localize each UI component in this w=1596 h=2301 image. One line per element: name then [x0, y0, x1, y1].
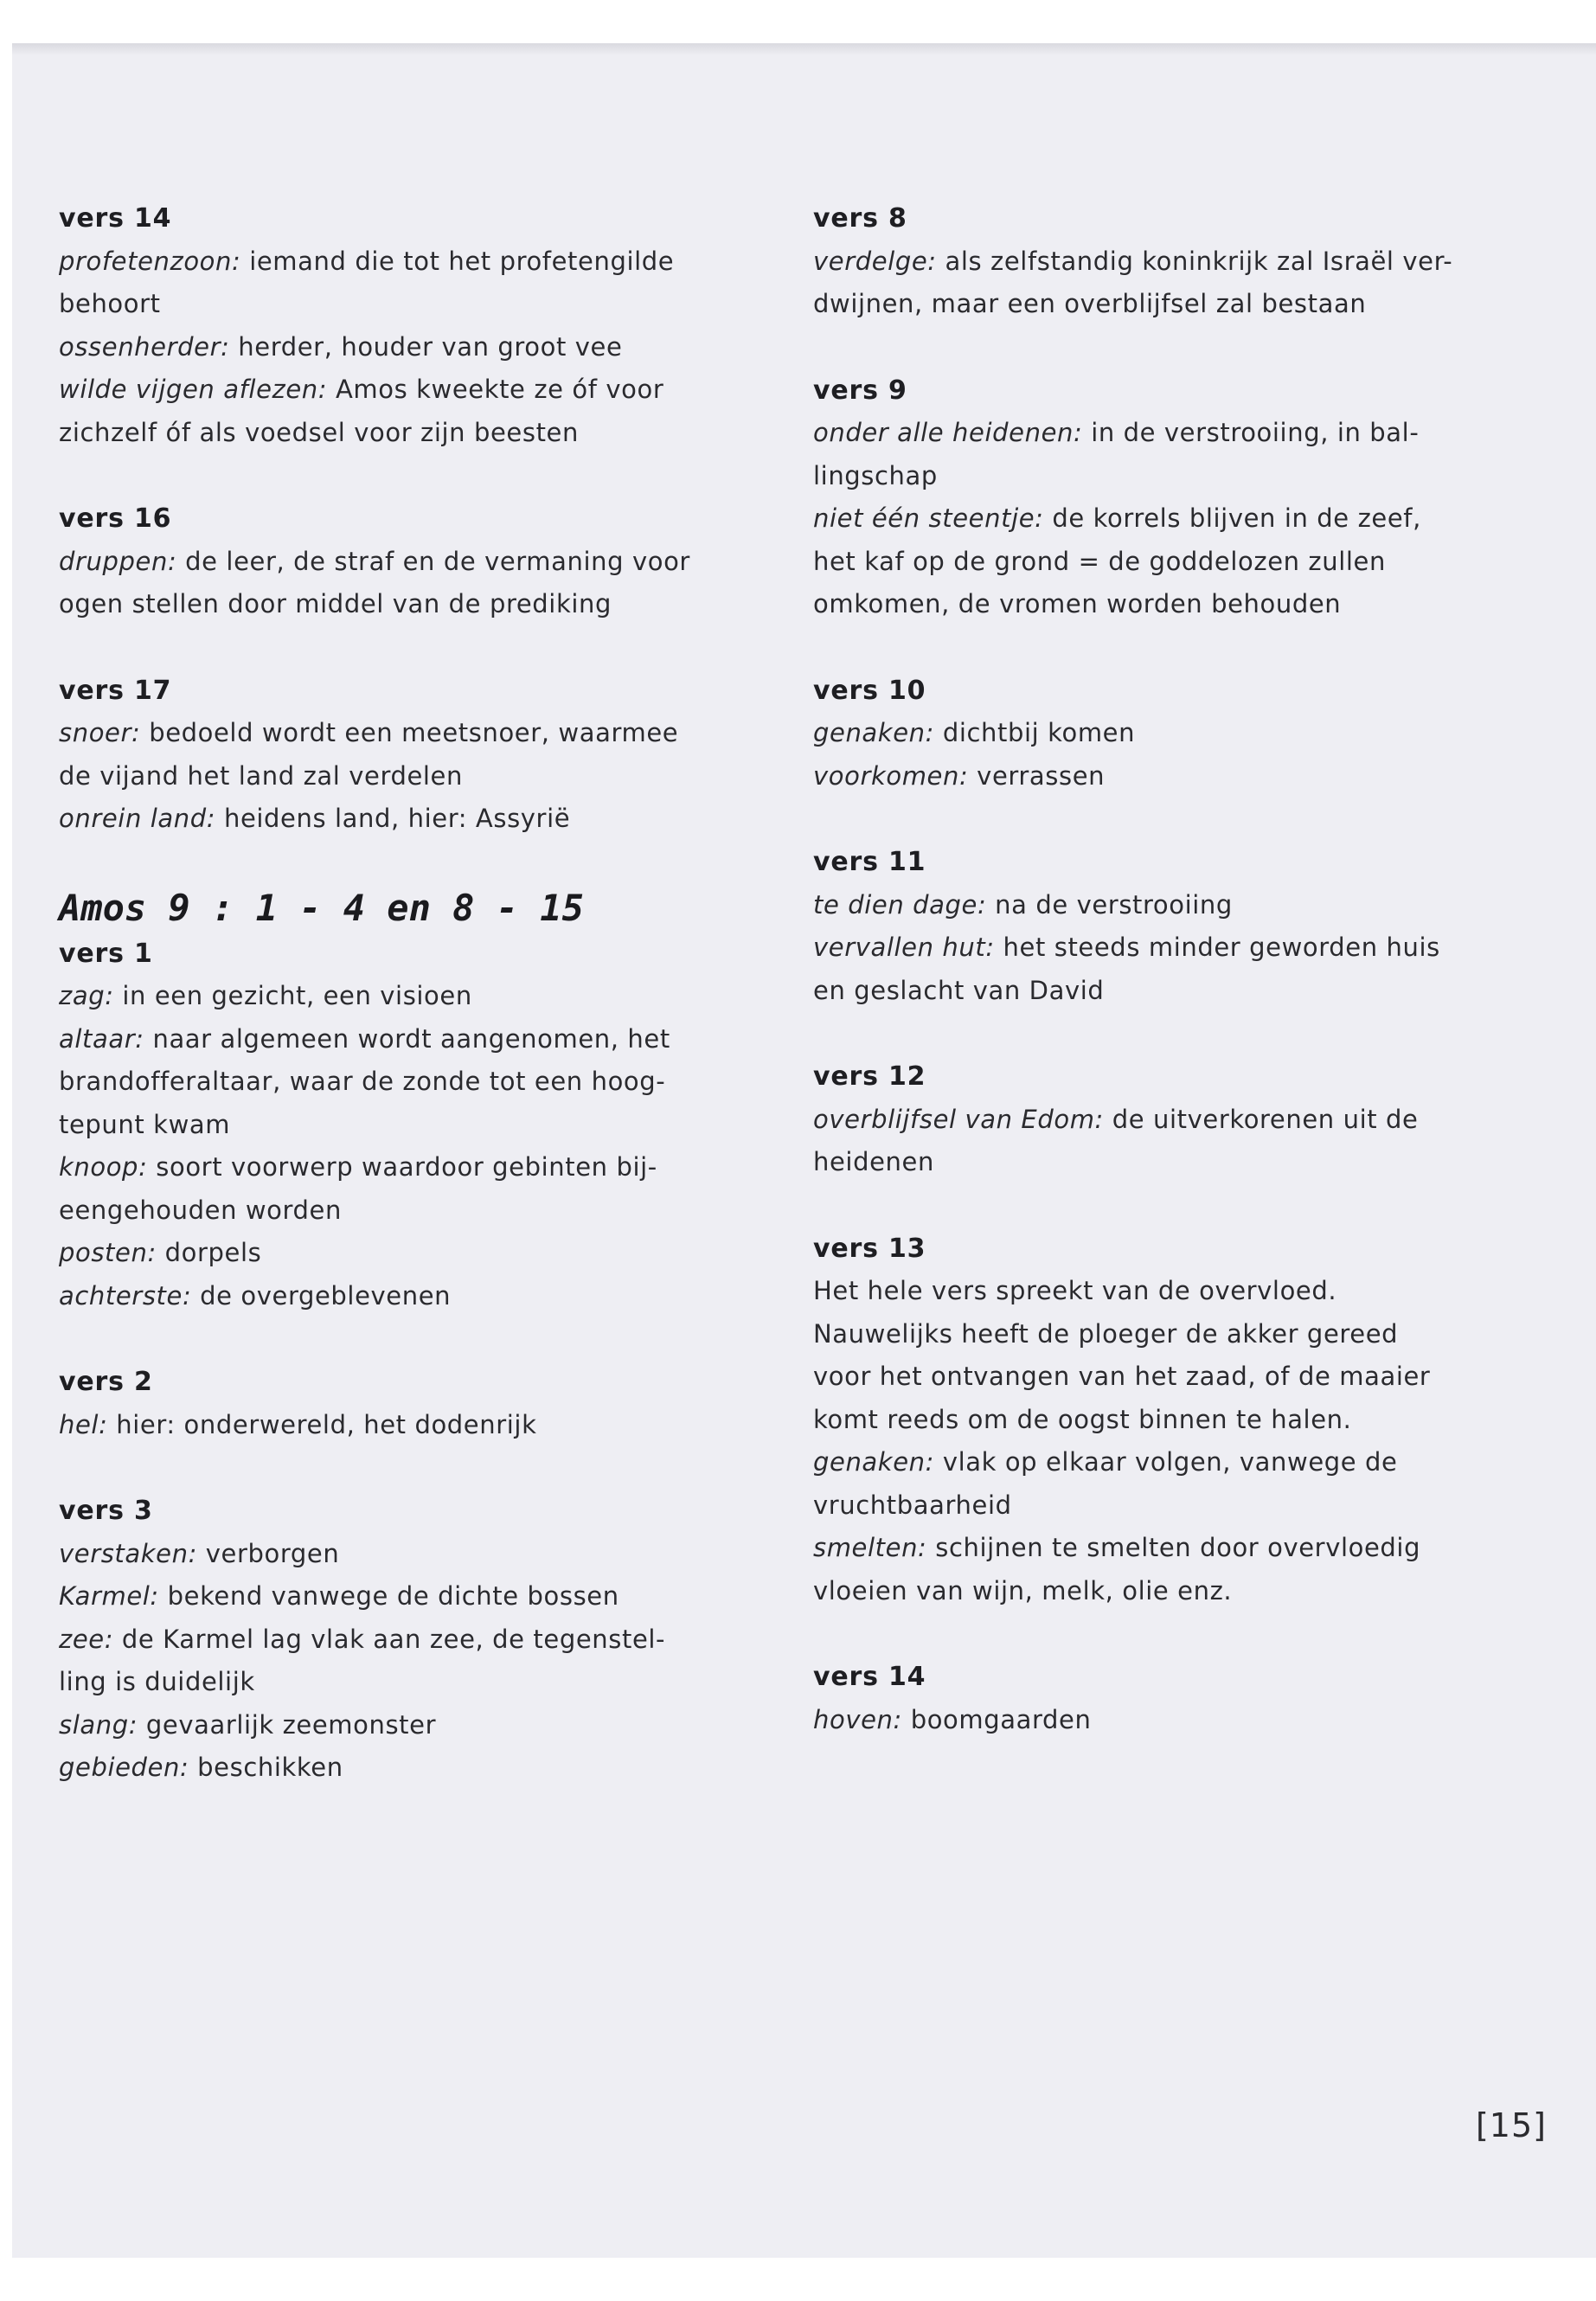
definition-text: komt reeds om de oogst binnen te halen.: [813, 1404, 1352, 1434]
definition-line: [813, 926, 1479, 970]
term: snoer:: [59, 718, 141, 747]
definition-text: heidenen: [813, 1147, 934, 1176]
definition-text: dichtbij komen: [934, 718, 1136, 747]
definition-text: de Karmel lag vlak aan zee, de tegenstel-: [113, 1624, 666, 1654]
verse-label: vers 13: [813, 1233, 926, 1264]
term: Karmel:: [59, 1581, 159, 1611]
definition-line: [813, 455, 1479, 498]
definition-line: [59, 412, 725, 455]
verse-label: vers 10: [813, 675, 926, 706]
definition-line: [59, 1232, 725, 1275]
verse-label: vers 17: [59, 675, 172, 706]
definition-text: tepunt kwam: [59, 1109, 231, 1139]
document-page: [12, 43, 1596, 2258]
definition-text: voor het ontvangen van het zaad, of de maaier: [813, 1362, 1431, 1391]
verse-label: vers 16: [59, 503, 172, 534]
page-number: [15]: [1475, 2106, 1547, 2144]
definition-text: boomgaarden: [901, 1704, 1092, 1734]
verse-label: vers 8: [813, 203, 907, 234]
term: onrein land:: [59, 804, 216, 833]
section-heading: Amos 9 : 1 - 4 en 8 - 15: [59, 886, 584, 929]
verse-block: [59, 933, 725, 1318]
definition-text: gevaarlijk zeemonster: [138, 1709, 437, 1740]
definition-line: [59, 1575, 725, 1618]
term: posten:: [59, 1238, 157, 1267]
definition-text: de korrels blijven in de zeef,: [1043, 503, 1421, 533]
definition-text: dwijnen, maar een overblijfsel zal bestaan: [813, 289, 1367, 318]
definition-line: [813, 1313, 1479, 1356]
term: genaken:: [813, 1447, 934, 1477]
definition-line: [813, 1399, 1479, 1442]
definition-line: [59, 583, 725, 626]
definition-text: het steeds minder geworden huis: [994, 933, 1440, 962]
term: verdelge:: [813, 246, 937, 276]
verse-block: [59, 1361, 725, 1446]
verse-label: vers 1: [59, 938, 153, 969]
verse-label: vers 14: [59, 203, 172, 234]
definition-text: behoort: [59, 289, 161, 318]
definition-line: [813, 283, 1479, 326]
term: niet één steentje:: [813, 503, 1044, 533]
definition-text: lingschap: [813, 460, 938, 490]
verse-label: vers 9: [813, 375, 907, 406]
term: overblijfsel van Edom:: [813, 1104, 1104, 1134]
definition-text: soort voorwerp waardoor gebinten bij-: [147, 1152, 657, 1182]
definition-text: vloeien van wijn, melk, olie enz.: [813, 1575, 1233, 1606]
definition-line: [813, 1099, 1479, 1142]
term: hoven:: [813, 1704, 902, 1734]
definition-text: ogen stellen door middel van de prediking: [59, 589, 612, 619]
definition-line: [813, 412, 1479, 455]
definition-line: [59, 975, 725, 1018]
definition-text: de overgeblevenen: [191, 1280, 452, 1311]
term: vervallen hut:: [813, 933, 995, 962]
definition-line: [813, 240, 1479, 284]
definition-line: [813, 1527, 1479, 1570]
term: te dien dage:: [813, 889, 987, 920]
definition-text: Amos kweekte ze óf voor: [327, 375, 664, 404]
definition-line: [813, 1356, 1479, 1399]
verse-block: [813, 1055, 1479, 1184]
term: achterste:: [59, 1280, 192, 1311]
definition-line: [59, 1104, 725, 1147]
verse-block: [813, 1227, 1479, 1613]
definition-text: schijnen te smelten door overvloedig: [926, 1533, 1421, 1562]
term: gebieden:: [59, 1753, 189, 1782]
definition-line: [59, 283, 725, 326]
verse-block: [813, 197, 1479, 326]
definition-line: [813, 712, 1479, 755]
definition-text: beschikken: [189, 1753, 343, 1782]
verse-label: vers 14: [813, 1662, 926, 1692]
definition-line: [59, 1704, 725, 1747]
definition-text: in de verstrooiing, in bal-: [1082, 418, 1420, 447]
term: genaken:: [813, 718, 934, 747]
verse-label: vers 12: [813, 1061, 926, 1092]
definition-line: [59, 755, 725, 798]
definition-text: herder, houder van groot vee: [229, 331, 623, 362]
definition-line: [813, 541, 1479, 584]
definition-text: eengehouden worden: [59, 1195, 342, 1225]
verse-label: vers 3: [59, 1496, 153, 1526]
term: profetenzoon:: [59, 246, 241, 276]
definition-text: het kaf op de grond = de goddelozen zullen: [813, 546, 1386, 576]
definition-line: [59, 240, 725, 284]
definition-text: zichzelf óf als voedsel voor zijn beesten: [59, 417, 579, 447]
definition-text: heidens land, hier: Assyrië: [215, 804, 571, 833]
term: verstaken:: [59, 1538, 197, 1568]
definition-line: [813, 1441, 1479, 1484]
definition-text: ling is duidelijk: [59, 1667, 255, 1696]
definition-text: dorpels: [156, 1238, 262, 1267]
definition-line: [59, 1018, 725, 1061]
verse-block: [813, 841, 1479, 1012]
term: slang:: [59, 1709, 138, 1740]
verse-label: vers 11: [813, 847, 926, 877]
verse-block: [59, 1490, 725, 1790]
term: onder alle heidenen:: [813, 418, 1083, 447]
term: altaar:: [59, 1023, 144, 1054]
verse-block: [59, 670, 725, 841]
term: druppen:: [59, 546, 177, 576]
definition-line: [813, 1484, 1479, 1528]
verse-block: [813, 369, 1479, 626]
term: smelten:: [813, 1533, 927, 1562]
definition-line: [59, 326, 725, 369]
definition-text: de uitverkorenen uit de: [1103, 1104, 1419, 1134]
definition-line: [59, 1189, 725, 1233]
definition-line: [59, 541, 725, 584]
verse-block: [813, 1656, 1479, 1741]
verse-block: [59, 197, 725, 454]
term: voorkomen:: [813, 760, 969, 791]
definition-line: [59, 1533, 725, 1576]
definition-text: iemand die tot het profetengilde: [240, 246, 675, 276]
definition-text: bedoeld wordt een meetsnoer, waarmee: [140, 718, 679, 747]
definition-line: [59, 1275, 725, 1318]
definition-line: [813, 1699, 1479, 1742]
definition-text: vruchtbaarheid: [813, 1490, 1012, 1520]
definition-text: Het hele vers spreekt van de overvloed.: [813, 1276, 1337, 1305]
definition-line: [59, 1661, 725, 1704]
definition-line: [59, 369, 725, 412]
verse-label: vers 2: [59, 1367, 153, 1397]
definition-text: hier: onderwereld, het dodenrijk: [107, 1409, 537, 1439]
definition-line: [59, 1061, 725, 1104]
definition-line: [813, 1141, 1479, 1184]
term: ossenherder:: [59, 331, 230, 362]
definition-text: na de verstrooiing: [986, 889, 1233, 920]
definition-line: [59, 1404, 725, 1447]
definition-line: [59, 1146, 725, 1189]
definition-text: als zelfstandig koninkrijk zal Israël ver-: [936, 246, 1453, 276]
definition-text: Nauwelijks heeft de ploeger de akker gereed: [813, 1318, 1399, 1349]
definition-line: [813, 497, 1479, 541]
term: hel:: [59, 1409, 108, 1439]
term: knoop:: [59, 1152, 148, 1182]
definition-text: omkomen, de vromen worden behouden: [813, 589, 1342, 619]
definition-line: [813, 884, 1479, 927]
definition-line: [813, 755, 1479, 798]
definition-line: [813, 583, 1479, 626]
right-column: [813, 197, 1479, 1785]
definition-text: verborgen: [196, 1538, 340, 1568]
definition-text: brandofferaltaar, waar de zonde tot een hoog-: [59, 1067, 666, 1096]
definition-text: verrassen: [968, 760, 1106, 791]
definition-line: [59, 1618, 725, 1662]
definition-line: [59, 1747, 725, 1790]
definition-text: de vijand het land zal verdelen: [59, 760, 463, 791]
definition-line: [813, 1270, 1479, 1313]
definition-text: de leer, de straf en de vermaning voor: [176, 546, 690, 576]
left-column: [59, 197, 725, 1833]
definition-text: en geslacht van David: [813, 975, 1105, 1005]
definition-line: [813, 1570, 1479, 1613]
definition-line: [813, 970, 1479, 1013]
definition-text: naar algemeen wordt aangenomen, het: [144, 1023, 670, 1054]
definition-line: [59, 712, 725, 755]
definition-text: in een gezicht, een visioen: [113, 981, 472, 1010]
verse-block: [59, 497, 725, 626]
verse-block: [813, 670, 1479, 798]
term: wilde vijgen aflezen:: [59, 375, 328, 404]
definition-line: [59, 798, 725, 841]
term: zag:: [59, 981, 114, 1010]
definition-text: vlak op elkaar volgen, vanwege de: [934, 1447, 1398, 1477]
definition-text: bekend vanwege de dichte bossen: [158, 1581, 619, 1611]
term: zee:: [59, 1624, 114, 1654]
